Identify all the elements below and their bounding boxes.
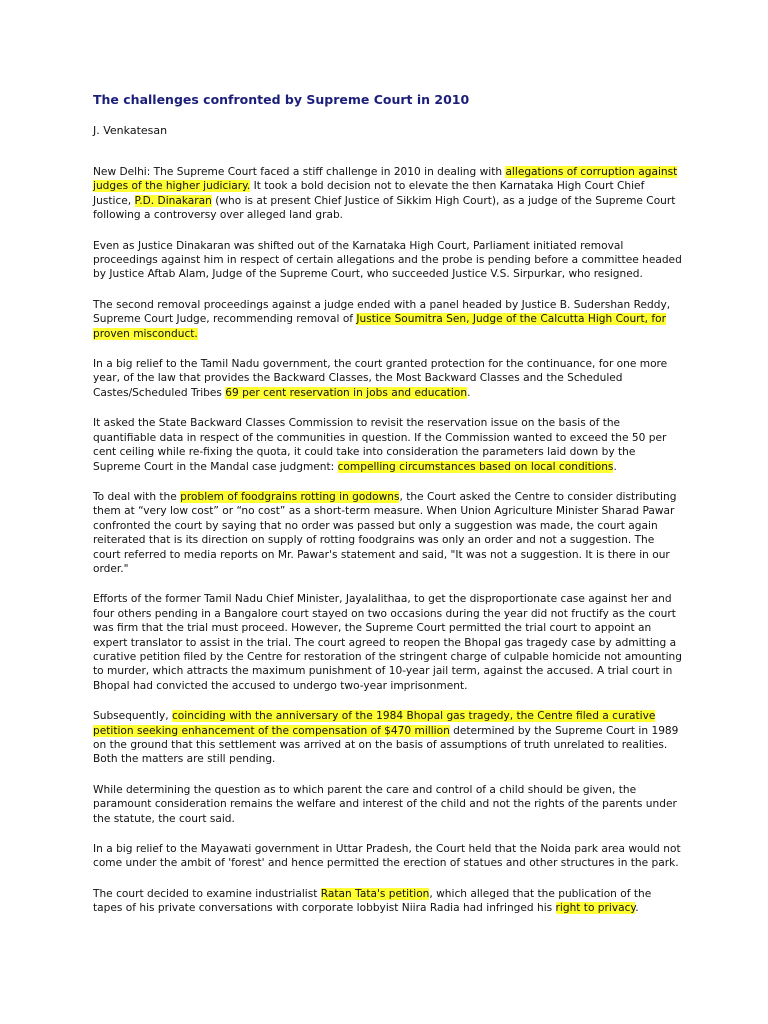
article-author: J. Venkatesan — [93, 124, 168, 137]
paragraph-text: Even as Justice Dinakaran was shifted out of the Karnataka High Court, Parliament initiated removal proceedings against him in respect of certain allegations and the probe is pending before a committee headed by Justice Aftab Alam, Judge of the Supreme Court, who succeeded Justice V.S. Sirpurkar, who resigned. — [93, 239, 682, 281]
article-title: The challenges confronted by Supreme Court in 2010 — [93, 92, 470, 107]
paragraph-text: . — [467, 386, 471, 399]
paragraph-text: It asked the State Backward Classes Commission to revisit the reservation issue on the basis of the quantifiable data in respect of the communities in question. If the Commission wanted to exceed the 50 per cent ceiling while re-fixing the quota, it could take into consideration the parameters laid down by the Supreme Court in the Mandal case judgment: — [93, 417, 667, 473]
paragraph-text: The court decided to examine industrialist — [93, 887, 321, 900]
paragraph-text: While determining the question as to which parent the care and control of a child should be given, the paramount consideration remains the welfare and interest of the child and not the rights of the parents under the statute, the court said. — [93, 783, 677, 825]
article-paragraph — [93, 783, 683, 826]
paragraph-text: Efforts of the former Tamil Nadu Chief Minister, Jayalalithaa, to get the disproportionate case against her and four others pending in a Bangalore court stayed on two occasions during the year did not fructify as the court was firm that the trial must proceed. However, the Supreme Court permitted the trial court to appoint an expert translator to assist in the trial. The court agreed to reopen the Bhopal gas tragedy case by admitting a curative petition filed by the Centre for restoration of the stringent charge of culpable homicide not amounting to murder, which attracts the maximum punishment of 10-year jail term, against the accused. A trial court in Bhopal had convicted the accused to undergo two-year imprisonment. — [93, 593, 682, 692]
paragraph-text: (who is at present Chief Justice of Sikkim High Court), as a judge of the Supreme Court following a controversy over alleged land grab. — [93, 194, 676, 222]
article-paragraph — [93, 592, 683, 693]
highlighted-text: problem of foodgrains rotting in godowns — [180, 490, 400, 503]
paragraph-text: New Delhi: The Supreme Court faced a stiff challenge in 2010 in dealing with — [93, 166, 506, 178]
article-paragraph — [93, 490, 683, 576]
paragraph-text: To deal with the — [93, 490, 181, 503]
article-paragraph — [93, 298, 683, 341]
highlighted-text: Ratan Tata's petition — [320, 887, 430, 900]
article-paragraph — [93, 357, 683, 400]
paragraph-text: determined by the Supreme Court in 1989 on the ground that this settlement was arrived at on the basis of assumptions of truth unrelated to realities. Both the matters are still pending. — [93, 724, 679, 766]
paragraph-text: Subsequently, — [93, 710, 172, 723]
highlighted-text: P.D. Dinakaran — [134, 194, 212, 207]
highlighted-text: coinciding with the anniversary of the 1984 Bhopal gas tragedy, the Centre filed a curative petition seeking enhancement of the compensation of $470 million — [93, 710, 656, 737]
paragraph-text: , which alleged that the publication of the tapes of his private conversations with corporate lobbyist Niira Radia had infringed his — [93, 887, 652, 915]
paragraph-text: The second removal proceedings against a judge ended with a panel headed by Justice B. Sudershan Reddy, Supreme Court Judge, recommending removal of — [93, 298, 671, 326]
article-paragraph — [93, 416, 683, 474]
article-paragraph — [93, 887, 683, 916]
paragraph-text: In a big relief to the Mayawati government in Uttar Pradesh, the Court held that the Noida park area would not come under the ambit of 'forest' and hence permitted the erection of statues and other structures in the park. — [93, 843, 681, 870]
paragraph-text: . — [635, 902, 639, 915]
highlighted-text: 69 per cent reservation in jobs and education — [225, 386, 468, 399]
article-paragraph — [93, 239, 683, 282]
paragraph-text: , the Court asked the Centre to consider distributing them at “very low cost” or “no cost” as a short-term measure. When Union Agriculture Minister Sharad Pawar confronted the court by saying that no order was passed but only a suggestion was made, the court again reiterated that is its direction on supply of rotting foodgrains was only an order and not a suggestion. The court referred to media reports on Mr. Pawar's statement and said, "It was not a suggestion. It is there in our order." — [93, 490, 677, 575]
paragraph-text: . — [613, 460, 617, 473]
highlighted-text: allegations of corruption against judges of the higher judiciary. — [93, 166, 678, 193]
article-paragraph — [93, 709, 683, 767]
article-paragraph — [93, 842, 683, 871]
highlighted-text: right to privacy — [555, 902, 636, 915]
paragraph-text: It took a bold decision not to elevate the then Karnataka High Court Chief Justice, — [93, 180, 645, 207]
article-body — [93, 165, 683, 932]
highlighted-text: compelling circumstances based on local conditions — [337, 460, 614, 473]
article-paragraph — [93, 165, 683, 223]
highlighted-text: Justice Soumitra Sen, Judge of the Calcutta High Court, for proven misconduct. — [93, 313, 666, 340]
paragraph-text: In a big relief to the Tamil Nadu government, the court granted protection for the continuance, for one more year, of the law that provides the Backward Classes, the Most Backward Classes and the Scheduled Castes/Scheduled Tribes — [93, 358, 668, 399]
